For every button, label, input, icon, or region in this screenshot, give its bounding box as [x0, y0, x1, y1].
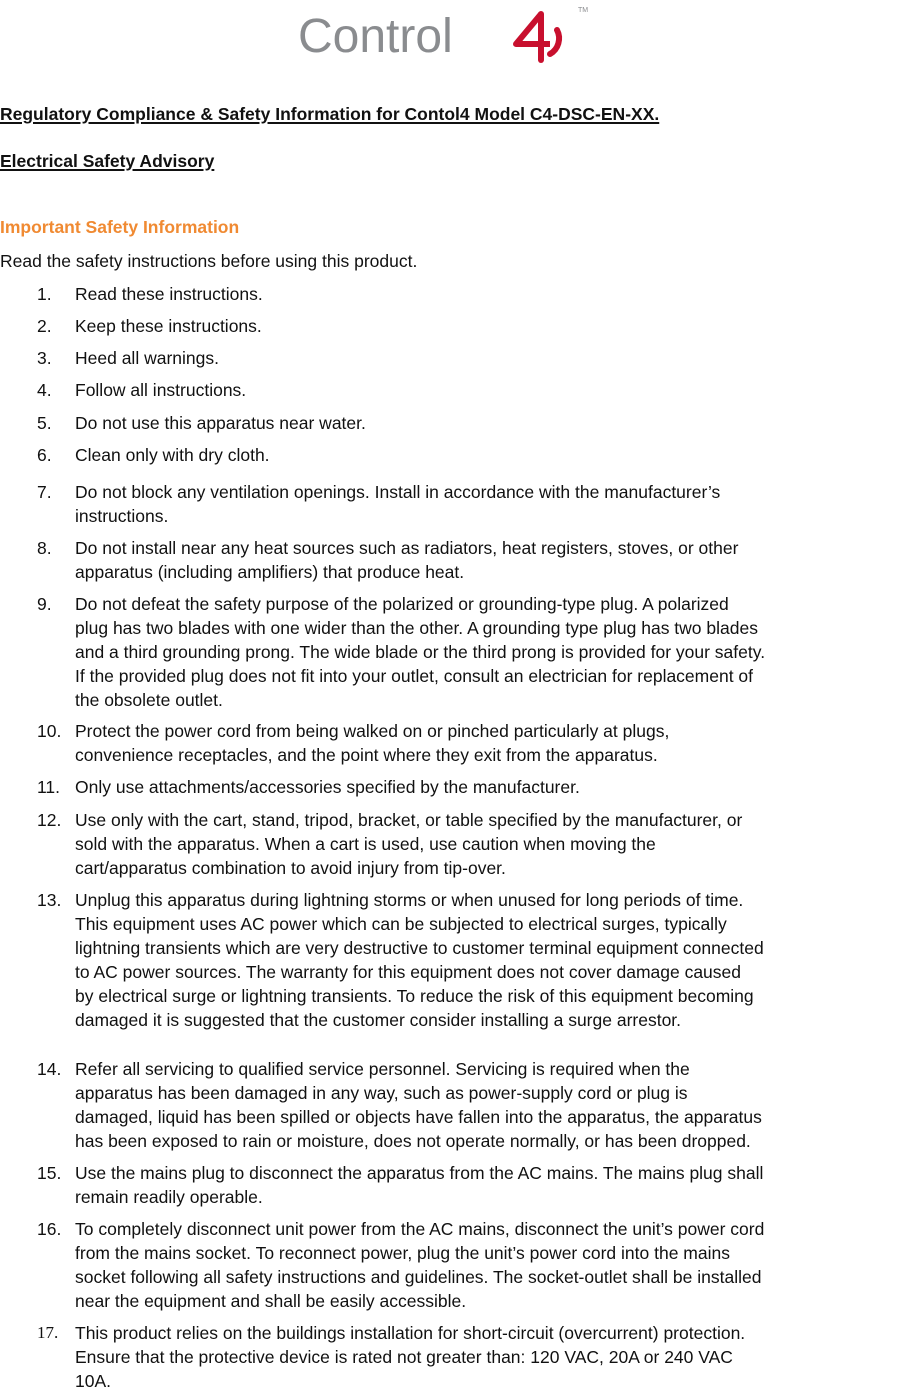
list-item-line: This equipment uses AC power which can be subjected to electrical surges, typically	[75, 914, 727, 934]
list-item-number: 15.	[37, 1163, 62, 1183]
list-item-text	[75, 411, 898, 435]
list-item-line: Follow all instructions.	[75, 380, 247, 400]
list-item-line: convenience receptacles, and the point where they exit from the apparatus.	[75, 745, 658, 765]
list-item-line: Read these instructions.	[75, 284, 263, 304]
list-item-text	[75, 1057, 898, 1153]
list-item-text	[75, 282, 898, 306]
list-item-line: cart/apparatus combination to avoid injury from tip-over.	[75, 858, 506, 878]
list-item-number: 1.	[37, 284, 52, 304]
control4-logo	[298, 0, 598, 70]
list-item-text	[75, 314, 898, 338]
logo-graphic	[298, 0, 598, 70]
list-item-line: the obsolete outlet.	[75, 690, 223, 710]
list-item-line: remain readily operable.	[75, 1187, 263, 1207]
list-item-number: 9.	[37, 594, 52, 614]
list-item-text	[75, 775, 898, 799]
list-item-line: Only use attachments/accessories specified by the manufacturer.	[75, 777, 580, 797]
list-item-line: lightning transients which are very destructive to customer terminal equipment connected	[75, 938, 764, 958]
list-item-line: damaged it is suggested that the customer consider installing a surge arrestor.	[75, 1010, 682, 1030]
list-item-line: plug has two blades with one wider than the other. A grounding type plug has two blades	[75, 618, 758, 638]
list-item-line: Clean only with dry cloth.	[75, 445, 270, 465]
list-item-line: Do not use this apparatus near water.	[75, 413, 366, 433]
intro-text: Read the safety instructions before using this product.	[0, 251, 418, 271]
list-item-line: If the provided plug does not fit into your outlet, consult an electrician for replacement of	[75, 666, 754, 686]
list-item-text	[75, 719, 898, 767]
list-item-line: To completely disconnect unit power from the AC mains, disconnect the unit’s power cord	[75, 1219, 765, 1239]
list-item-line: Protect the power cord from being walked on or pinched particularly at plugs,	[75, 721, 670, 741]
list-item-number: 14.	[37, 1059, 62, 1079]
list-item-line: from the mains socket. To reconnect power, plug the unit’s power cord into the mains	[75, 1243, 730, 1263]
list-item-number: 13.	[37, 890, 62, 910]
list-item-text	[75, 536, 898, 584]
list-item-line: Heed all warnings.	[75, 348, 219, 368]
section-heading: Important Safety Information	[0, 217, 240, 237]
list-item-number: 17.	[37, 1323, 59, 1342]
list-item-line: Do not defeat the safety purpose of the polarized or grounding-type plug. A polarized	[75, 594, 729, 614]
logo-trademark: TM	[578, 7, 589, 14]
list-item-line: 10A.	[75, 1371, 111, 1391]
list-item-number: 2.	[37, 316, 52, 336]
list-item-number: 10.	[37, 721, 62, 741]
list-item-number: 12.	[37, 810, 62, 830]
list-item-line: Use only with the cart, stand, tripod, bracket, or table specified by the manufacturer, or	[75, 810, 743, 830]
list-item-text	[75, 1217, 898, 1313]
list-item-line: sold with the apparatus. When a cart is used, use caution when moving the	[75, 834, 656, 854]
list-item-line: instructions.	[75, 506, 169, 526]
document-title: Regulatory Compliance & Safety Information for Contol4 Model C4-DSC-EN-XX.	[0, 104, 660, 124]
list-item-number: 11.	[37, 777, 61, 797]
logo-four-mark	[516, 14, 559, 60]
list-item-line: apparatus has been damaged in any way, such as power-supply cord or plug is	[75, 1083, 688, 1103]
list-item-line: by electrical surge or lightning transients. To reduce the risk of this equipment becoming	[75, 986, 754, 1006]
list-item-text	[75, 1161, 898, 1209]
list-item-text	[75, 808, 898, 880]
list-item-line: Unplug this apparatus during lightning storms or when unused for long periods of time.	[75, 890, 744, 910]
list-item-number: 3.	[37, 348, 52, 368]
list-item-line: Ensure that the protective device is rated not greater than: 120 VAC, 20A or 240 VAC	[75, 1347, 733, 1367]
list-item-text	[75, 378, 898, 402]
list-item-line: Keep these instructions.	[75, 316, 262, 336]
list-item-line: Do not install near any heat sources such as radiators, heat registers, stoves, or other	[75, 538, 739, 558]
list-item-number: 7.	[37, 482, 52, 502]
list-item-text	[75, 480, 898, 528]
list-item-line: Do not block any ventilation openings. Install in accordance with the manufacturer’s	[75, 482, 721, 502]
list-item-line: Use the mains plug to disconnect the apparatus from the AC mains. The mains plug shall	[75, 1163, 764, 1183]
list-item-number: 5.	[37, 413, 52, 433]
logo-wordmark: Control	[298, 10, 453, 63]
list-item-text	[75, 1321, 898, 1393]
list-item-line: damaged, liquid has been spilled or objects have fallen into the apparatus, the apparatus	[75, 1107, 762, 1127]
list-item-line: socket following all safety instructions and guidelines. The socket-outlet shall be installed	[75, 1267, 762, 1287]
list-item-line: to AC power sources. The warranty for this equipment does not cover damage caused	[75, 962, 742, 982]
list-item-line: This product relies on the buildings installation for short-circuit (overcurrent) protection.	[75, 1323, 746, 1343]
list-item-text	[75, 443, 898, 467]
list-item-line: and a third grounding prong. The wide blade or the third prong is provided for your safety.	[75, 642, 766, 662]
list-item-number: 16.	[37, 1219, 62, 1239]
list-item-text	[75, 346, 898, 370]
section-subtitle: Electrical Safety Advisory	[0, 151, 215, 171]
list-item-line: Refer all servicing to qualified service personnel. Servicing is required when the	[75, 1059, 690, 1079]
list-item-number: 8.	[37, 538, 52, 558]
list-item-number: 6.	[37, 445, 52, 465]
list-item-number: 4.	[37, 380, 52, 400]
list-item-line: has been exposed to rain or moisture, does not operate normally, or has been dropped.	[75, 1131, 751, 1151]
list-item-text	[75, 592, 898, 712]
list-item-line: near the equipment and shall be easily accessible.	[75, 1291, 467, 1311]
list-item-text	[75, 888, 898, 1032]
list-item-line: apparatus (including amplifiers) that produce heat.	[75, 562, 465, 582]
